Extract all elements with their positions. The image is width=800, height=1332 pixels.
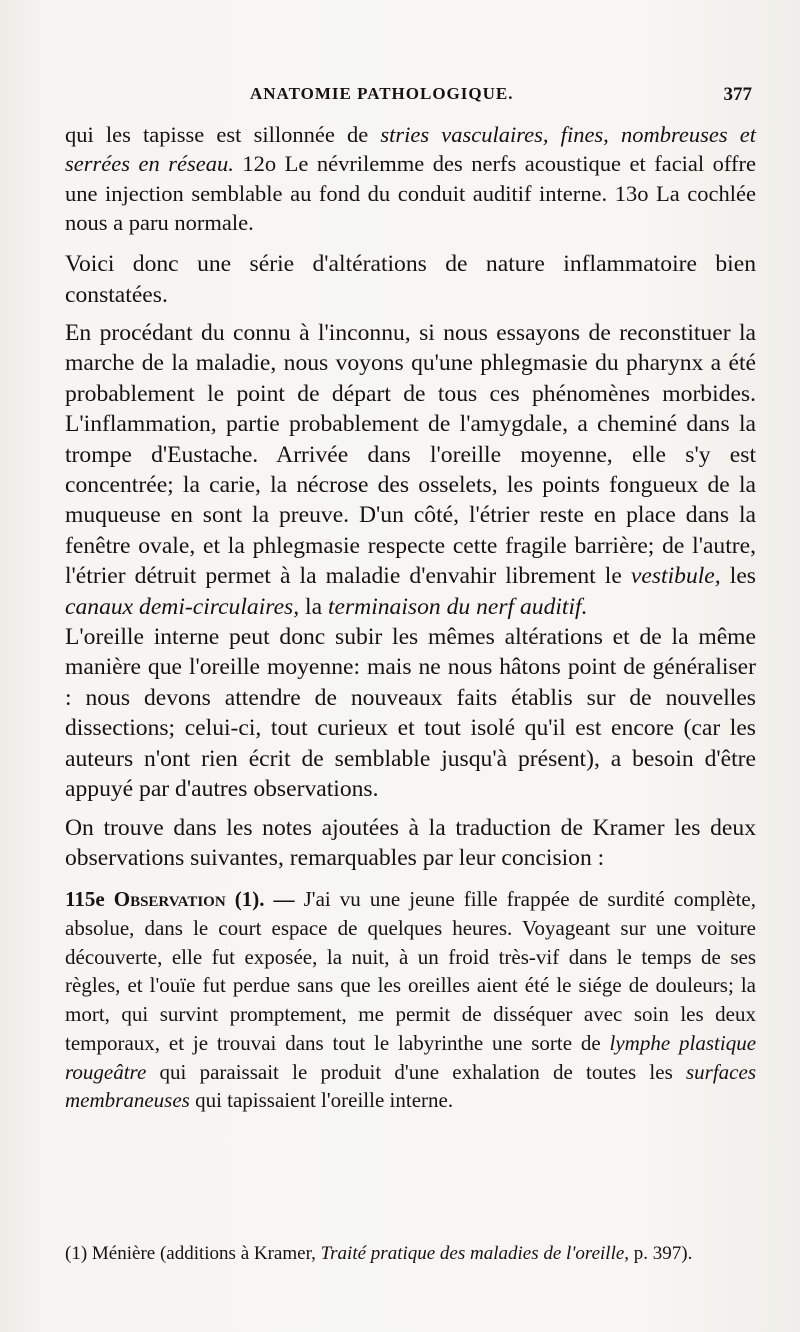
italic-run: stries vasculaires, fines, nombreuses et serrées en réseau. — [65, 122, 757, 177]
text-run: qui les tapisse est sillonnée de — [65, 122, 381, 147]
text-run: En procédant du connu à l'inconnu, si nous essayons de reconstituer la marche de la maladie, nous voyons qu'une phlegmasie du pharynx a été probablement le point de départ de tous ces phénomènes morbides. L'inflammation, partie probablement de l'amygdale, a cheminé dans la trompe d'Eustache. Arrivée dans l'oreille moyenne, elle s'y est concentrée; la carie, la nécrose des osselets, les points fongueux de la muqueuse en sont la preuve. D'un côté, l'étrier reste en place dans la fenêtre ovale, et la phlegmasie respecte cette fragile barrière; de l'autre, l'étrier détruit permet à la maladie d'envahir librement le — [65, 320, 756, 590]
observation-label: Observation — [113, 887, 226, 912]
text-run: la — [299, 593, 328, 620]
paragraph-continuation — [65, 120, 756, 237]
footnote-text — [65, 1240, 756, 1267]
text-run: On trouve dans les notes ajoutées à la traduction de Kramer les deux observations suivantes, remarquables par leur concision : — [65, 814, 756, 871]
text-run: (1) Ménière (additions à Kramer, — [65, 1243, 321, 1264]
text-run: qui paraissait le produit d'une exhalation de toutes les — [146, 1059, 686, 1084]
page-number: 377 — [723, 84, 752, 105]
text-run: p. 397). — [629, 1243, 693, 1264]
text-run: les — [720, 563, 756, 590]
observation-ref: (1). — — [225, 887, 304, 912]
text-run: qui tapissaient l'oreille interne. — [189, 1088, 454, 1113]
paragraph — [65, 622, 756, 804]
page-header — [60, 84, 760, 114]
italic-run: Traité pratique des maladies de l'oreille, — [320, 1243, 630, 1264]
italic-run: lymphe plastique rougeâtre — [65, 1030, 757, 1084]
text-run: J'ai vu une jeune fille frappée de surdité complète, absolue, dans le court espace de quelques heures. Voyageant sur une voiture découverte, elle fut exposée, la nuit, à un froid très-vif dans le temps de ses règles, et l'ouïe fut perdue sans que les oreilles aient été le siége de douleurs; la mort, qui survint promptement, me permit de disséquer avec soin les deux temporaux, et je trouvai dans tout le labyrinthe une sorte de — [65, 887, 756, 1055]
text-run: 12o Le névrilemme des nerfs acoustique et facial offre une injection semblable au fond du conduit auditif interne. 13o La cochlée nous a paru normale. — [65, 151, 756, 235]
observation-paragraph — [65, 885, 756, 1115]
italic-run: terminaison du nerf auditif. — [327, 593, 588, 620]
italic-run: canaux demi-circulaires, — [65, 593, 300, 620]
text-run: Voici donc une série d'altérations de nature inflammatoire bien constatées. — [65, 251, 756, 308]
running-head: ANATOMIE PATHOLOGIQUE. — [250, 84, 514, 103]
text-run: L'oreille interne peut donc subir les mêmes altérations et de la même manière que l'oreille moyenne: mais ne nous hâtons point de généraliser : nous devons attendre de nouveaux faits établis sur de nouvelles dissections; celui-ci, tout curieux et tout isolé qu'il est encore (car les auteurs n'ont rien écrit de semblable jusqu'à présent), a besoin d'être appuyé par d'autres observations. — [65, 624, 756, 803]
italic-run: surfaces membraneuses — [65, 1059, 756, 1113]
paragraph — [65, 813, 756, 874]
paragraph — [65, 318, 756, 622]
paragraph — [65, 249, 756, 310]
italic-run: vestibule, — [630, 563, 721, 590]
footnote — [65, 1240, 756, 1267]
body-text — [65, 120, 756, 1115]
observation-number: 115e — [65, 887, 114, 912]
